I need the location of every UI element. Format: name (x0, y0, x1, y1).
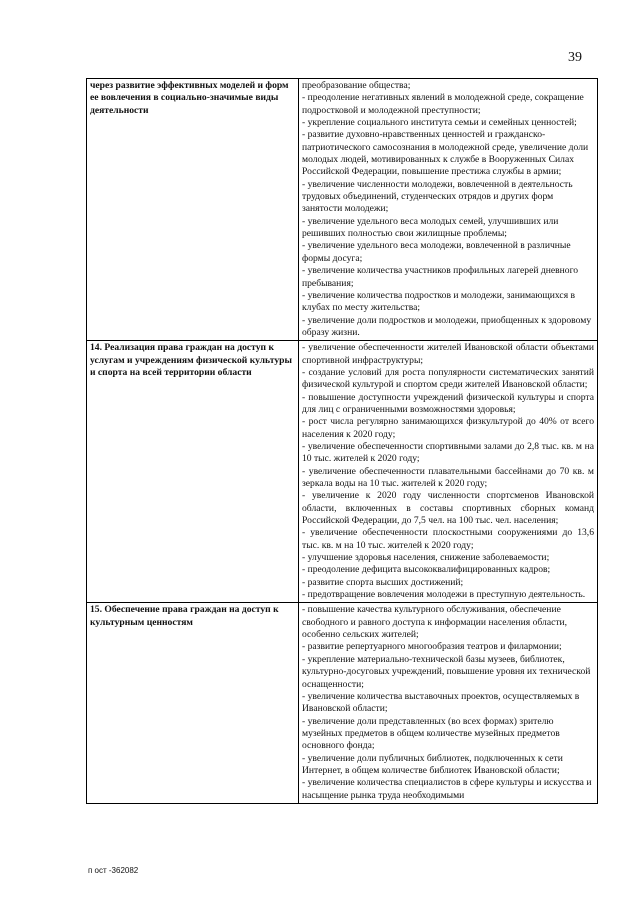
table-row (87, 341, 598, 603)
results-cell (299, 341, 598, 603)
result-item: - создание условий для роста популярности систематических занятий физической культурой и спортом среди жителей Ивановской области; (302, 366, 594, 391)
task-cell: 15. Обеспечение права граждан на доступ к культурным ценностям (87, 603, 299, 804)
result-item: - увеличение количества подростков и молодежи, занимающихся в клубах по месту жительства; (302, 289, 576, 314)
result-item: - предотвращение вовлечения молодежи в преступную деятельность. (302, 589, 586, 601)
result-item: - развитие духовно-нравственных ценностей и гражданско-патриотического самосознания в молодежной среде, увеличение доли молодых людей, мотивированных к службе в Вооруженных Силах Российской Федерации, повышение престижа службы в армии; (302, 129, 589, 178)
table-row (87, 79, 598, 341)
program-results-table (86, 78, 598, 804)
result-item: - увеличение удельного веса молодежи, вовлеченной в различные формы досуга; (302, 240, 571, 264)
results-cell (299, 603, 598, 804)
result-item: - повышение доступности учреждений физической культуры и спорта для лиц с ограниченными возможностями здоровья; (302, 391, 594, 415)
result-item: - увеличение доли публичных библиотек, подключенных к сети Интернет, в общем количестве библиотек Ивановской области; (302, 752, 563, 776)
result-item: - увеличение доли представленных (во всех формах) зрителю музейных предметов в общем количестве музейных предметов основного фонда; (302, 715, 560, 752)
result-item: - увеличение количества выставочных проектов, осуществляемых в Ивановской области; (302, 690, 580, 715)
result-item: - увеличение обеспеченности плоскостными сооружениями до 13,6 тыс. кв. м на 10 тыс. жителей к 2020 году; (302, 527, 594, 551)
result-item: - развитие спорта высших достижений; (302, 576, 464, 588)
result-item: - увеличение обеспеченности жителей Ивановской области объектами спортивной инфраструктуры; (302, 342, 594, 366)
result-item: - увеличение обеспеченности спортивными залами до 2,8 тыс. кв. м на 10 тыс. жителей к 2020 году; (302, 440, 594, 465)
result-item: - увеличение удельного веса молодых семей, улучшивших или решивших полностью свои жилищные проблемы; (302, 215, 559, 240)
results-cell (299, 79, 598, 341)
result-item: - увеличение количества участников профильных лагерей дневного пребывания; (302, 265, 579, 289)
result-item: преобразование общества; (302, 80, 411, 91)
result-item: - увеличение доли подростков и молодежи, приобщенных к здоровому образу жизни. (302, 314, 592, 338)
result-item: - укрепление социального института семьи и семейных ценностей; (302, 117, 577, 129)
result-item: - рост числа регулярно занимающихся физкультурой до 40% от всего населения к 2020 году; (302, 416, 594, 440)
result-item: - увеличение численности молодежи, вовлеченной в деятельность трудовых объединений, студенческих отрядов и других форм занятости молодежи; (302, 178, 573, 215)
footer-code: п ост -362082 (88, 866, 139, 875)
result-item: - увеличение к 2020 году численности спортсменов Ивановской области, включенных в составы спортивных сборных команд Российской Федерации, до 7,5 чел. на 100 тыс. чел. населения; (302, 490, 594, 527)
result-item: - увеличение количества специалистов в сфере культуры и искусства и насыщение рынка труда необходимыми (302, 777, 592, 801)
result-item: - развитие репертуарного многообразия театров и филармонии; (302, 641, 562, 653)
result-item: - преодоление негативных явлений в молодежной среде, сокращение подростковой и молодежной преступности; (302, 92, 584, 116)
table-body (87, 79, 598, 804)
result-item: - преодоление дефицита высококвалифицированных кадров; (302, 564, 551, 576)
result-item: - улучшение здоровья населения, снижение заболеваемости; (302, 552, 550, 564)
result-item: - увеличение обеспеченности плавательными бассейнами до 70 кв. м зеркала воды на 10 тыс. жителей к 2020 году; (302, 465, 594, 489)
page-number: 39 (568, 50, 582, 65)
result-item: - укрепление материально-технической базы музеев, библиотек, культурно-досуговых учреждений, повышение уровня их технической оснащенности; (302, 653, 591, 690)
result-item: - повышение качества культурного обслуживания, обеспечение свободного и равного доступа к информации населения области, особенно сельских жителей; (302, 604, 568, 641)
task-cell: 14. Реализация права граждан на доступ к услугам и учреждениям физической культуры и спорта на всей территории области (87, 341, 299, 603)
task-cell: через развитие эффективных моделей и форм ее вовлечения в социально-значимые виды деятельности (87, 79, 299, 341)
table-row (87, 603, 598, 804)
